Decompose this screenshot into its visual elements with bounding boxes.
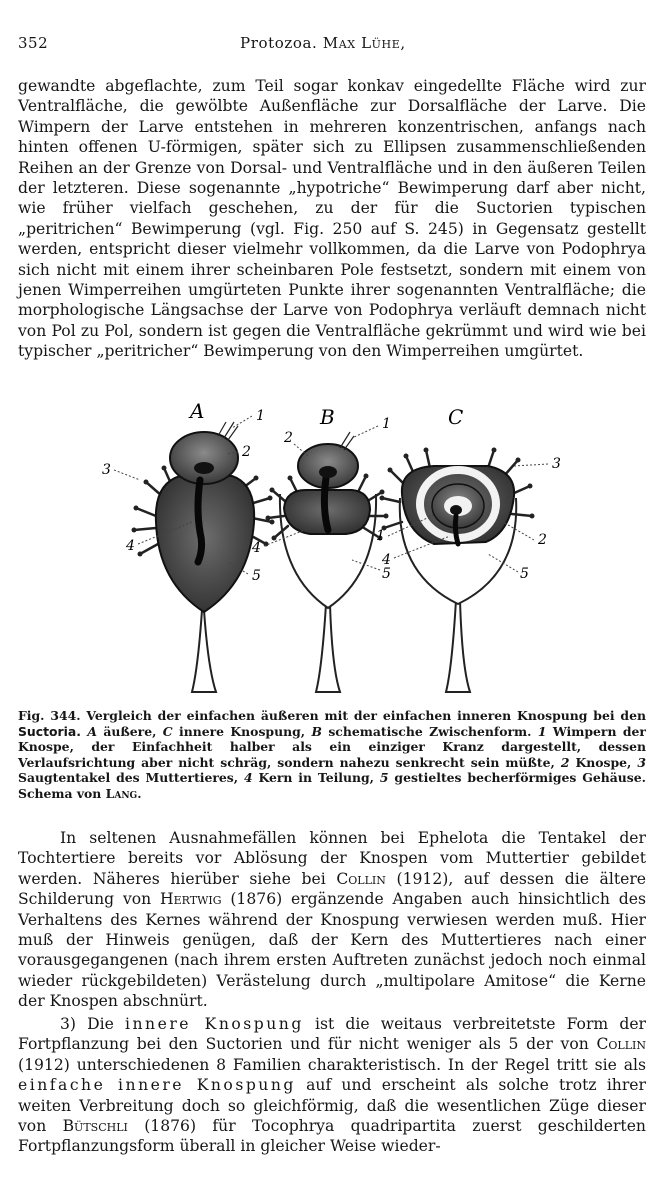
caption-author-lang: Lang. (105, 785, 142, 801)
caption-text-5: Wimpern der Knospe, der Einfachheit halber als ein einziger Kranz dargestellt, dessen Verlaufsrichtung aber nicht schräg, sondern nahezu senkrecht sein müßte, (18, 723, 646, 770)
paragraph-3 (18, 1014, 646, 1157)
caption-text-4: schematische Zwischenform. (328, 723, 532, 739)
p2-text-3: (1876) ergänzende Angaben auch hinsichtlich des Verhaltens des Kernes während der Knospung verwiesen werden muß. Hier muß der Hinweis genügen, daß der Kern des Muttertieres nach einer vorausgegangenen (nach ihrem ersten Auftreten zunächst jedoch noch einmal wieder rückgebildeten) Verästelung durch „multipolare Amitose“ die Kerne der Knospen abschnürt. (18, 890, 646, 1011)
caption-text-3: innere Knospung, (179, 723, 306, 739)
label-a-5: 5 (252, 568, 261, 584)
p2-author-collin: Collin (336, 869, 386, 888)
author-name: Max Lühe, (322, 34, 406, 52)
caption-text-2: äußere, (103, 723, 157, 739)
p2-author-hertwig: Hertwig (160, 890, 222, 909)
caption-key-c: C (162, 723, 173, 739)
caption-text-1: Vergleich der einfachen äußeren mit der einfachen inneren Knospung bei den (86, 708, 646, 723)
caption-suctoria: Suctoria. (18, 723, 81, 739)
p2-text-2: (1912), auf dessen die ältere Schilderung von (18, 869, 646, 909)
label-b-2: 2 (284, 430, 293, 446)
caption-num-4: 4 (243, 770, 253, 786)
caption-text-7: Saugtentakel des Muttertieres, (18, 770, 239, 786)
label-c-2: 2 (538, 532, 547, 548)
p2-text-1: In seltenen Ausnahmefällen können bei Ephelota die Tentakel der Tochtertiere bereits vor Ablösung der Knospen vom Muttertier gebildet werden. Näheres hierüber siehe bei (18, 829, 646, 888)
label-a-4: 4 (126, 538, 135, 554)
panel-label-a: A (190, 399, 205, 423)
p3-text-3: (1912) unterschiedenen 8 Familien charakteristisch. In der Regel tritt sie als (18, 1055, 646, 1074)
figure-caption (18, 708, 646, 802)
label-c-4: 4 (382, 552, 391, 568)
running-header (18, 34, 648, 58)
caption-text-6: Knospe, (575, 754, 632, 770)
caption-label: Fig. 344. (18, 708, 81, 723)
p3-emphasis-innere-knospung: innere Knospung (125, 1015, 304, 1033)
p3-author-collin: Collin (596, 1035, 646, 1054)
page-number: 352 (18, 34, 49, 52)
panel-label-c: C (448, 405, 464, 429)
label-c-5: 5 (520, 566, 529, 582)
label-c-3: 3 (552, 456, 561, 472)
caption-num-1: 1 (537, 723, 547, 739)
p3-text-5: (1876) für Tocophrya quadripartita zuerst geschilderten Fortpflanzungsform überall in gleicher Weise wieder- (18, 1117, 646, 1156)
label-a-2: 2 (242, 444, 251, 460)
figure-344 (100, 398, 570, 698)
label-c-1: 1 (376, 528, 385, 544)
caption-text-9: gestieltes becherförmiges Gehäuse. Schema von (18, 770, 646, 801)
p3-text-2: ist die weitaus verbreitetste Form der Fortpflanzung bei den Suctorien und für nicht weniger als 5 der von (18, 1015, 646, 1054)
p3-text-4: auf und erscheint als solche trotz ihrer weiten Verbreitung doch so gleichförmig, daß die wesentlichen Züge dieser von (18, 1076, 646, 1136)
diagram-c (376, 448, 561, 693)
diagram-b (251, 416, 391, 692)
p3-emphasis-einfache: einfache innere Knospung (18, 1076, 296, 1095)
label-b-4: 4 (252, 540, 261, 556)
label-a-3: 3 (102, 462, 111, 478)
paragraph-1: gewandte abgeflachte, zum Teil sogar konkav eingedellte Fläche wird zur Ventralfläche, die gewölbte Außenfläche zur Dorsalfläche der Larve. Die Wimpern der Larve entstehen in mehreren konzentrischen, anfangs nach hinten offenen U-förmigen, später sich zu Ellipsen zusammenschließenden Reihen an der Grenze von Dorsal- und Ventralfläche und in den äußeren Teilen der letzteren. Diese sogenannte „hypotriche“ Bewimperung darf aber nicht, wie früher vielfach geschehen, zu der für die Suctorien typischen „peritrichen“ Bewimperung (vgl. Fig. 250 auf S. 245) in Gegensatz gestellt werden, entspricht dieser vielmehr vollkommen, da die Larve von Podophrya sich nicht mit einem ihrer scheinbaren Pole festsetzt, sondern mit einem von jenen Wimperreihen umgürteten Punkte ihrer sogenannten Ventralfläche; die morphologische Längsachse der Larve von Podophrya verläuft demnach nicht von Pol zu Pol, sondern ist gegen die Ventralfläche gekrümmt und wird wie bei typischer „peritricher“ Bewimperung von den Wimperreihen umgürtet. (18, 77, 646, 361)
caption-num-3: 3 (637, 754, 646, 770)
caption-num-5: 5 (379, 770, 389, 786)
p3-author-butschli: Bütschli (62, 1117, 128, 1136)
label-a-1: 1 (256, 408, 265, 424)
label-b-1: 1 (382, 416, 391, 432)
running-title (240, 34, 406, 52)
p3-text-1: 3) Die (60, 1015, 114, 1033)
caption-text-8: Kern in Teilung, (258, 770, 374, 786)
caption-key-a: A (87, 723, 97, 739)
section-title: Protozoa. (240, 34, 318, 52)
diagram-a (102, 408, 275, 692)
paragraph-2 (18, 828, 646, 1012)
caption-num-2: 2 (560, 754, 570, 770)
panel-label-b: B (320, 405, 335, 429)
label-b-5: 5 (382, 566, 391, 582)
caption-key-b: B (311, 723, 322, 739)
